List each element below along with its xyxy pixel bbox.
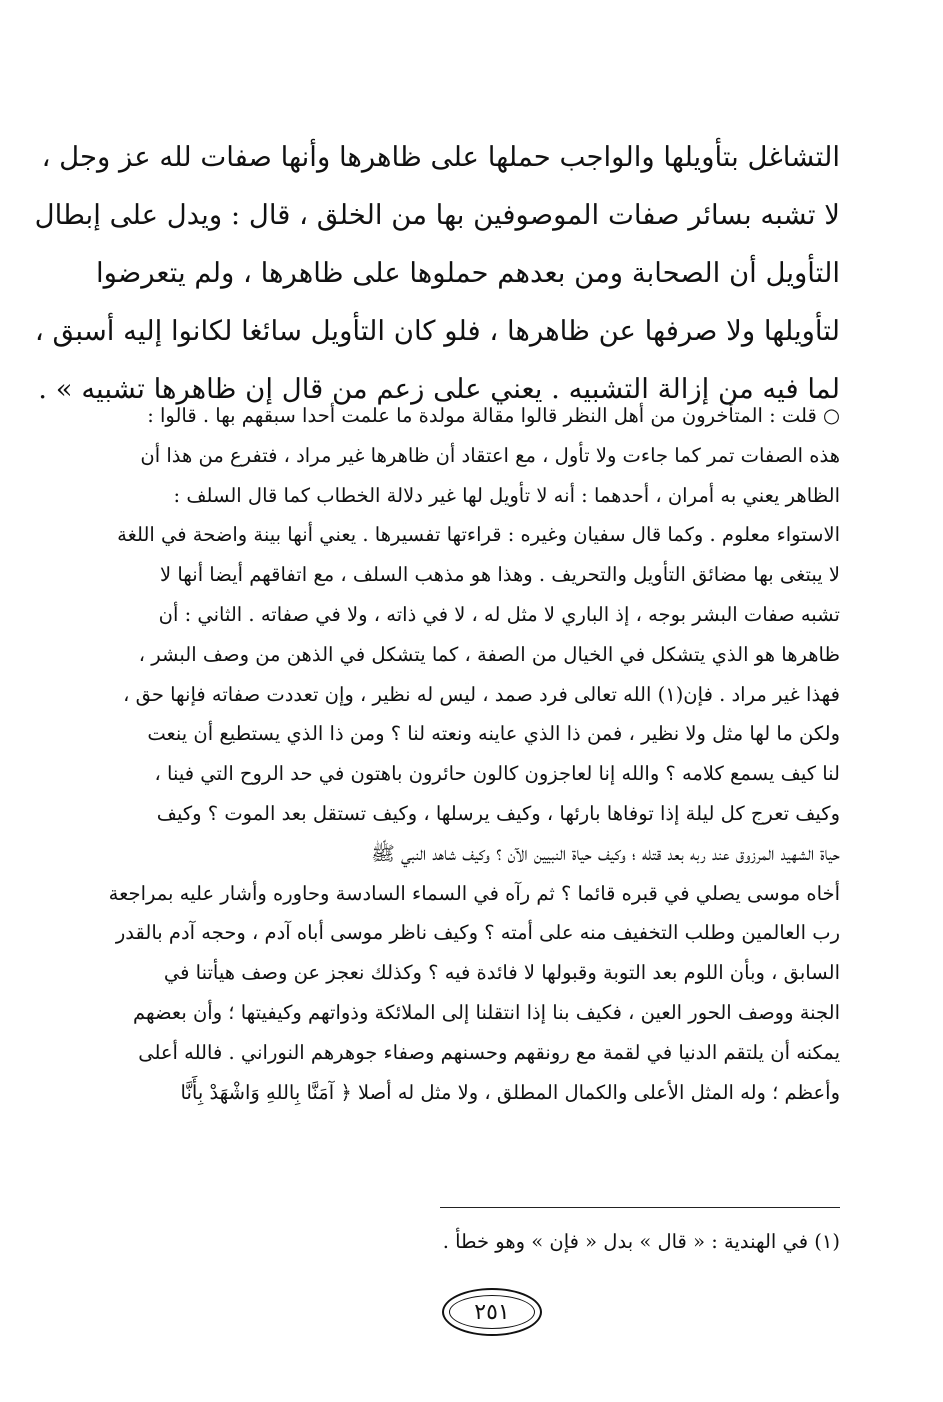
main-text-block (34, 128, 840, 418)
commentary-line: وأعظم ؛ وله المثل الأعلى والكمال المطلق ، ولا مثل له أصلا ﴿ آمَنَّا بِاللهِ وَاشْهَدْ بِأَنَّا (180, 1080, 840, 1104)
commentary-line: ولكن ما لها مثل ولا نظير ، فمن ذا الذي عاينه ونعته لنا ؟ ومن ذا الذي يستطيع أن ينعت (147, 722, 840, 746)
commentary-line: ظاهرها هو الذي يتشكل في الخيال من الصفة ، كما يتشكل في الذهن من وصف البشر ، (138, 642, 840, 666)
footnote-divider (440, 1207, 840, 1208)
commentary-line: فهذا غير مراد . فإن(١) الله تعالى فرد صمد ، ليس له نظير ، وإن تعددت صفاته فإنها حق ، (123, 682, 840, 706)
footnote: (١) في الهندية : « قال » بدل « فإن » وهو خطأ . (442, 1230, 840, 1253)
main-line: لتأويلها ولا صرفها عن ظاهرها ، فلو كان التأويل سائغا لكانوا إليه أسبق ، (34, 315, 840, 347)
commentary-line: السابق ، وبأن اللوم بعد التوبة وقبولها لا فائدة فيه ؟ وكذلك نعجز عن وصف هيأتنا في (163, 961, 840, 985)
commentary-line: أخاه موسى يصلي في قبره قائما ؟ ثم رآه في السماء السادسة وحاوره وأشار عليه بمراجعة (108, 881, 840, 905)
commentary-line: الظاهر يعني به أمران ، أحدهما : أنه لا تأويل لها غير دلالة الخطاب كما قال السلف : (173, 483, 840, 507)
main-line: التأويل أن الصحابة ومن بعدهم حملوها على ظاهرها ، ولم يتعرضوا (96, 257, 840, 289)
main-line: لا تشبه بسائر صفات الموصوفين بها من الخلق ، قال : ويدل على إبطال (34, 199, 840, 231)
commentary-line: رب العالمين وطلب التخفيف منه على أمته ؟ وكيف ناظر موسى أباه آدم ، وحجه آدم بالقدر (115, 921, 840, 945)
page-number-badge (442, 1288, 542, 1336)
main-line: التشاغل بتأويلها والواجب حملها على ظاهرها وأنها صفات لله عز وجل ، (41, 141, 840, 173)
page-number: ٢٥١ (474, 1299, 510, 1325)
commentary-line: حياة الشهيد المرزوق عند ربه بعد قتله ؛ وكيف حياة النبيين الآن ؟ وكيف شاهد النبي ﷺ (371, 841, 840, 865)
commentary-block (108, 396, 840, 1112)
commentary-line: يمكنه أن يلتقم الدنيا في لقمة مع رونقهم وحسنهم وصفاء جوهرهم النوراني . فالله أعلى (138, 1040, 840, 1064)
commentary-line: تشبه صفات البشر بوجه ، إذ الباري لا مثل له ، لا في ذاته ، ولا في صفاته . الثاني : أن (158, 602, 840, 626)
main-line: لما فيه من إزالة التشبيه . يعني على زعم من قال إن ظاهرها تشبيه » . (38, 373, 840, 405)
commentary-line: الاستواء معلوم . وكما قال سفيان وغيره : قراءتها تفسيرها . يعني أنها بينة واضحة في اللغة (117, 523, 840, 547)
commentary-line: ○ قلت : المتأخرون من أهل النظر قالوا مقالة مولدة ما علمت أحدا سبقهم بها . قالوا : (147, 404, 840, 427)
commentary-line: لا يبتغى بها مضائق التأويل والتحريف . وهذا هو مذهب السلف ، مع اتفاقهم أيضا أنها لا (160, 563, 840, 587)
commentary-line: لنا كيف يسمع كلامه ؟ والله إنا لعاجزون كالون حائرون باهتون في حد الروح التي فينا ، (154, 762, 840, 786)
commentary-line: وكيف تعرج كل ليلة إذا توفاها بارئها ، وكيف يرسلها ، وكيف تستقل بعد الموت ؟ وكيف (156, 801, 840, 825)
commentary-line: الجنة ووصف الحور العين ، فكيف بنا إذا انتقلنا إلى الملائكة وذواتهم وكيفيتها ؛ وأن بعضهم (133, 1000, 840, 1024)
commentary-line: هذه الصفات تمر كما جاءت ولا تأول ، مع اعتقاد أن ظاهرها غير مراد ، فتفرع من هذا أن (140, 443, 840, 467)
